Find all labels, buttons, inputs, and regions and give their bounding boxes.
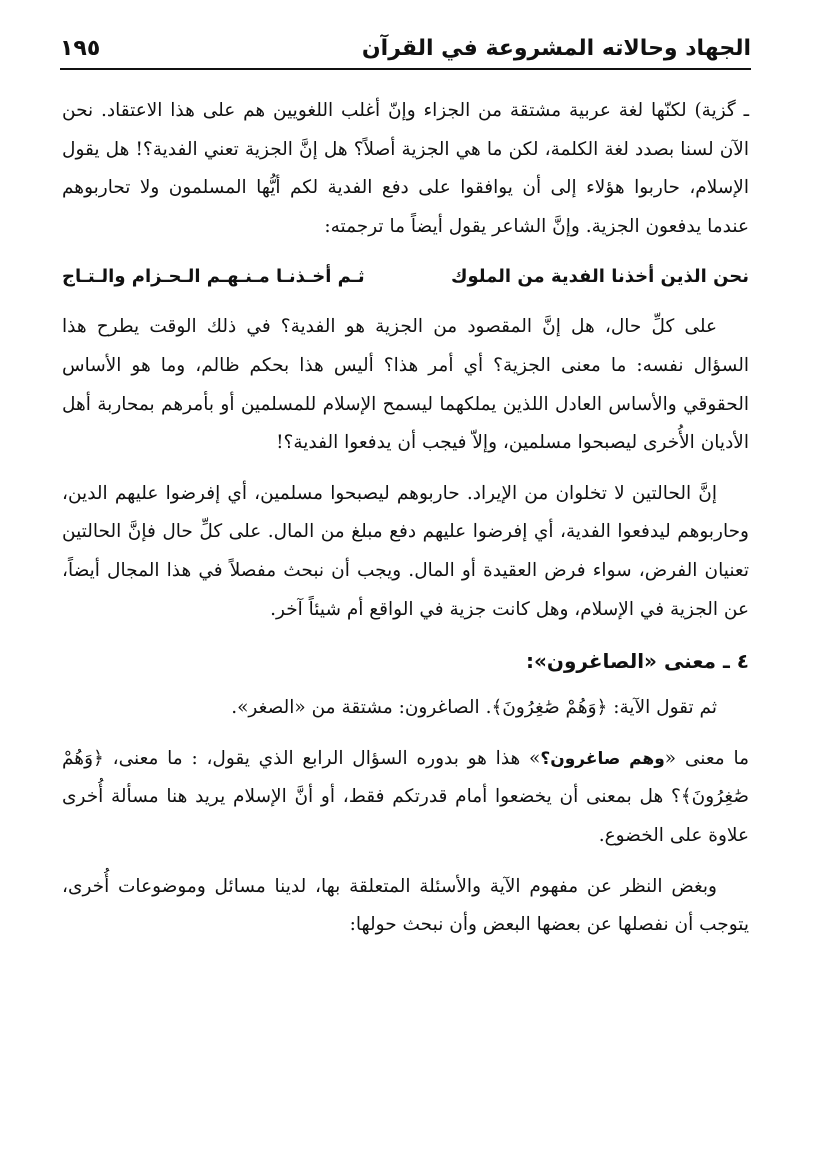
running-header <box>60 28 751 70</box>
paragraph-6: وبغض النظر عن مفهوم الآية والأسئلة المتعلقة بها، لدينا مسائل وموضوعات أُخرى، يتوجب أن نفصلها عن بعضها البعض وأن نبحث حولها: <box>62 875 749 936</box>
section-heading: ٤ ـ معنى «الصاغرون»: <box>525 649 749 674</box>
verse-first-hemistich: نحن الذين أخذنا الفدية من الملوك <box>450 266 749 288</box>
paragraph-2: على كلِّ حال، هل إنَّ المقصود من الجزية هو الفدية؟ في ذلك الوقت يطرح هذا السؤال نفسه: ما معنى الجزية؟ أي أمر هذا؟ أليس هذا بحكم ظالم، وما هو الأساس الحقوقي والأساس العادل اللذين يملكهما ليسمح الإسلام للمسلمين أو بأمرهم بمحاربة أهل الأديان الأُخرى ليصبحوا مسلمين، وإلاّ فيجب أن يدفعوا الفدية؟! <box>62 316 749 454</box>
paragraph-5-rest: » هذا هو بدوره السؤال الرابع الذي يقول، : ما معنى، ﴿وَهُمْ صَٰغِرُونَ﴾؟ هل بمعنى أن يخضعوا أمام قدرتكم فقط، أو أنَّ الإسلام يريد هنا مسألة أُخرى علاوة على الخضوع. <box>62 747 749 846</box>
verse-second-hemistich: ثـم أخـذنـا مـنـهـم الـحـزام والـتـاج <box>62 266 365 288</box>
quoted-phrase: وهم صاغرون؟ <box>540 748 665 769</box>
poetry-verse <box>62 258 749 296</box>
paragraph-5 <box>62 740 749 856</box>
page-body <box>62 92 749 957</box>
paragraph-1: ـ گزية) لكنّها لغة عربية مشتقة من الجزاء وإنّ أغلب اللغويين هم على هذا الاعتقاد. نحن الآن لسنا بصدد لغة الكلمة، لكن ما هي الجزية أصلاً؟ هل إنَّ الجزية تعني الفدية؟! هل يقول الإسلام، حاربوا هؤلاء إلى أن يوافقوا على دفع الفدية لكم أيُّها المسلمون ولا تحاربوهم عندما يدفعون الجزية. وإنَّ الشاعر يقول أيضاً ما ترجمته: <box>62 100 749 237</box>
page-number: ١٩٥ <box>60 35 101 61</box>
header-title: الجهاد وحالاته المشروعة في القرآن <box>361 35 751 61</box>
paragraph-3: إنَّ الحالتين لا تخلوان من الإيراد. حاربوهم ليصبحوا مسلمين، أي إفرضوا عليهم الدين، وحاربوهم ليدفعوا الفدية، أي إفرضوا عليهم دفع مبلغ من المال. على كلِّ حال فإنَّ الحالتين تعنيان الفرض، سواء فرض العقيدة أو المال. ويجب أن نبحث مفصلاً في هذا المجال أيضاً، عن الجزية في الإسلام، وهل كانت جزية في الواقع أم شيئاً آخر. <box>62 482 749 620</box>
paragraph-5-start: ما معنى « <box>664 747 749 769</box>
paragraph-4: ثم تقول الآية: ﴿وَهُمْ صَٰغِرُونَ﴾. الصاغرون: مشتقة من «الصغر». <box>231 697 717 719</box>
